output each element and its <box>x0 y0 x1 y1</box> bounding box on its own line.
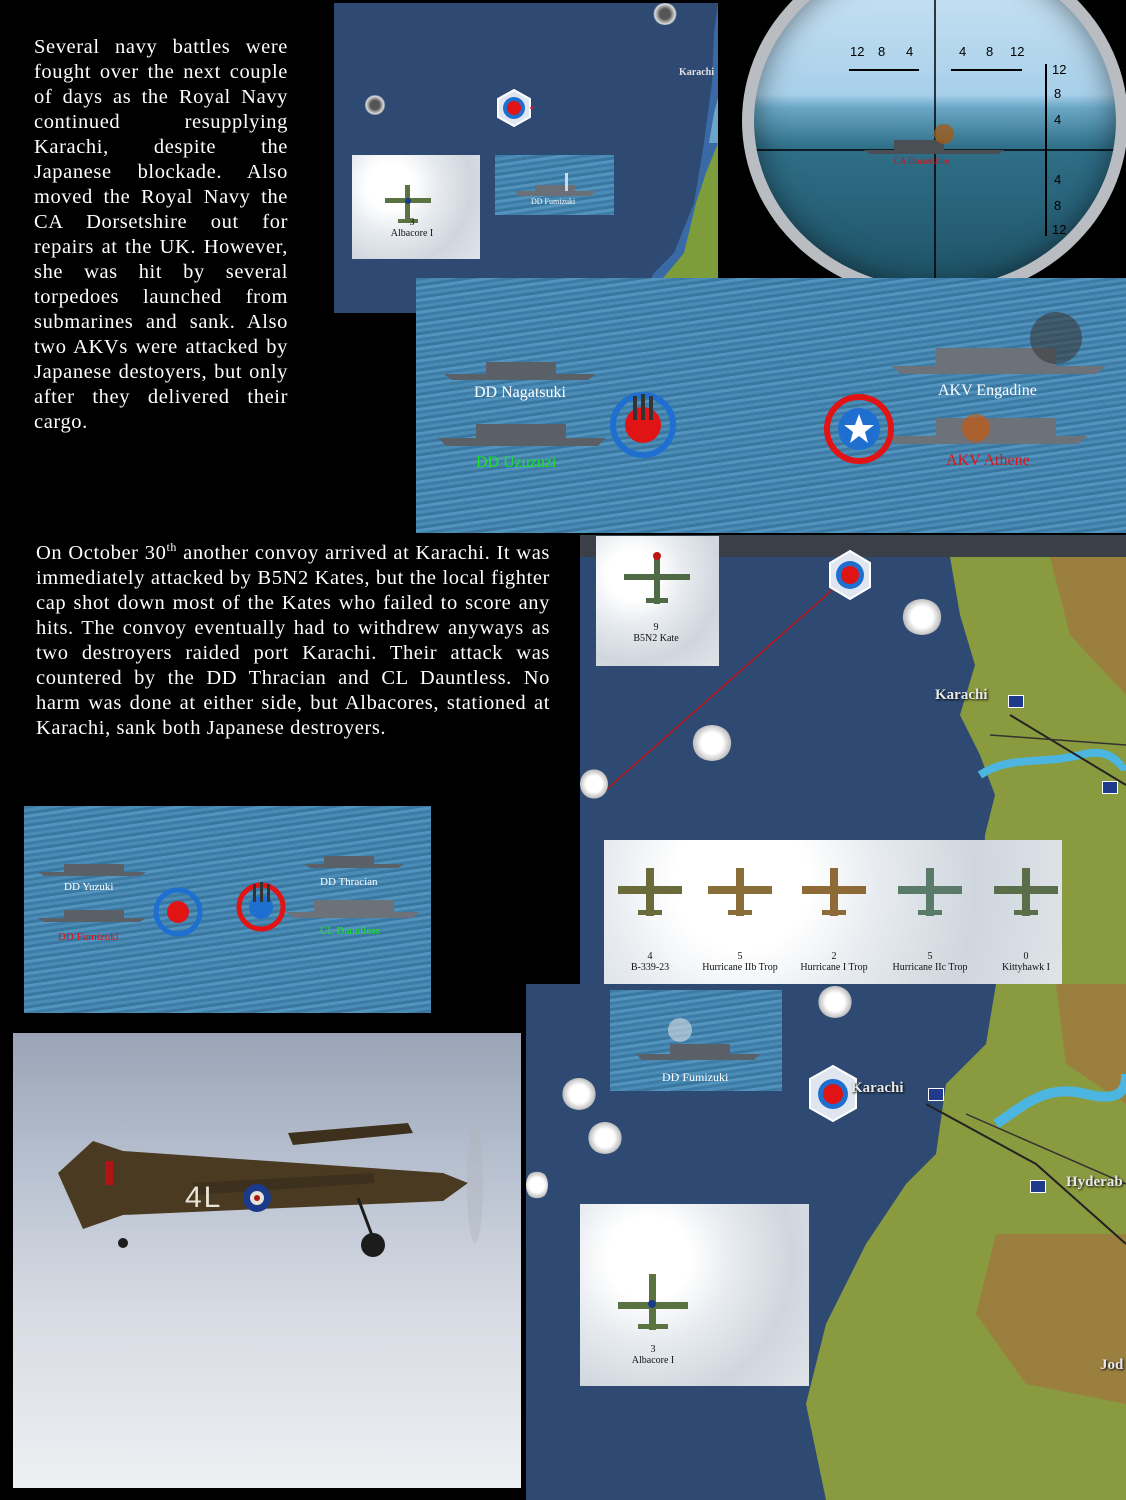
kittyhawk-plane-icon <box>986 862 1066 922</box>
defender-slot <box>794 862 874 982</box>
defender-name: Hurricane I Trop <box>800 962 868 973</box>
defender-name: B-339-23 <box>630 962 670 973</box>
defender-count: 5 <box>927 951 933 962</box>
target-label: CA Dorsetshire <box>894 156 950 166</box>
defender-slot <box>986 862 1066 982</box>
aircraft-card <box>580 1204 809 1386</box>
b339-plane-icon <box>610 862 690 922</box>
unit-hex-marker[interactable] <box>494 88 534 128</box>
japanese-target-marker <box>234 880 288 934</box>
japanese-target-marker <box>608 390 678 460</box>
albacore-plane-icon <box>352 155 480 259</box>
defender-count: 2 <box>831 951 837 962</box>
defender-name: Hurricane IIb Trop <box>702 962 778 973</box>
defender-name: Hurricane IIc Trop <box>892 962 968 973</box>
albacore-photo <box>13 1033 521 1488</box>
fuselage-code: 4L <box>185 1181 223 1214</box>
cloud-icon <box>562 1078 596 1110</box>
karachi-strike-map <box>526 984 1126 1500</box>
ship-label: CL Dauntless <box>320 925 380 937</box>
ship-label: DD Nagatsuki <box>474 384 566 401</box>
paragraph-2-start: On October 30 <box>36 542 167 564</box>
scale-label: 8 <box>878 44 886 59</box>
albacore-aircraft-silhouette <box>13 1033 521 1488</box>
scale-label: 12 <box>1010 44 1025 59</box>
paragraph-2-rest: another convoy arrived at Karachi. It was immediately attacked by B5N2 Kates, but the local fighter cap shot down most of the Kates who failed to score any hits. The convoy eventually had to withdrew anyways as two destroyers raided port Karachi. Their attack was countered by the DD Thracian and CL Dauntless. No harm was done at either side, but Albacores, stationed at Karachi, sank both Japanese destroyers. <box>36 542 550 739</box>
hurricane-iic-plane-icon <box>890 862 970 922</box>
defender-count: 4 <box>647 951 653 962</box>
scale-label: 8 <box>986 44 994 59</box>
defender-count: 0 <box>1023 951 1029 962</box>
target-ship-label: DD Fumizuki <box>662 1070 729 1084</box>
defender-slot <box>610 862 690 982</box>
story-paragraph-2 <box>36 541 550 741</box>
cloud-icon <box>364 95 386 115</box>
story-paragraph-1: Several navy battles were fought over the next couple of days as the Royal Navy continued resupplying Karachi, despite the Japanese blockade. Also moved the Royal Navy the CA Dorsetshire out for repairs at the UK. However, she was hit by several torpedoes launched from submarines and sank. Also two AKVs were attacked by Japanese destoyers, but only after they delivered their cargo. <box>34 36 288 433</box>
ship-card <box>610 990 782 1091</box>
uk-flag-icon <box>1008 695 1024 708</box>
city-label: Karachi <box>679 67 714 78</box>
unit-hex-marker[interactable] <box>826 549 874 601</box>
defender-slot <box>890 862 970 982</box>
scale-label: 4 <box>959 44 967 59</box>
cloud-icon <box>652 3 678 25</box>
aircraft-name: Albacore I <box>390 228 434 239</box>
city-label: Hyderab <box>1066 1174 1123 1190</box>
scale-label: 4 <box>1054 172 1062 187</box>
aircraft-name: Albacore I <box>631 1355 675 1366</box>
ship-card <box>495 155 614 215</box>
ship-silhouette <box>495 155 614 215</box>
allied-target-marker <box>822 392 896 466</box>
cloud-icon <box>818 986 852 1018</box>
attacker-count: 9 <box>653 622 659 633</box>
cloud-icon <box>692 725 732 761</box>
ship-label: AKV Athene <box>946 452 1030 469</box>
scale-label: 8 <box>1054 86 1062 101</box>
uk-flag-icon <box>1030 1180 1046 1193</box>
cloud-icon <box>902 599 942 635</box>
uk-flag-icon <box>1102 781 1118 794</box>
city-label: Karachi <box>935 687 988 703</box>
attacker-card <box>596 536 719 666</box>
allied-target-marker <box>152 886 204 938</box>
attacker-name: B5N2 Kate <box>633 633 679 644</box>
karachi-air-map <box>580 535 1126 985</box>
scale-label: 8 <box>1054 198 1062 213</box>
kate-plane-icon <box>596 536 719 666</box>
aircraft-count: 3 <box>650 1344 656 1355</box>
ship-label: AKV Engadine <box>938 382 1037 399</box>
uk-flag-icon <box>928 1088 944 1101</box>
battle-2-ships <box>24 806 431 1013</box>
cloud-icon <box>588 1122 622 1154</box>
battle-1-ships <box>416 278 1126 533</box>
periscope-view <box>718 0 1126 278</box>
naval-battle-2 <box>24 806 431 1013</box>
target-ship-label: DD Fumizuki <box>531 197 576 206</box>
city-label: Jod <box>1100 1357 1124 1373</box>
scale-label: 4 <box>1054 112 1062 127</box>
hurricane-i-plane-icon <box>794 862 874 922</box>
defender-count: 5 <box>737 951 743 962</box>
aircraft-count: 3 <box>409 217 415 228</box>
ship-label: DD Thracian <box>320 876 378 888</box>
defender-name: Kittyhawk I <box>1001 962 1051 973</box>
aircraft-card <box>352 155 480 259</box>
top-map-panel <box>334 3 718 313</box>
naval-battle-1 <box>416 278 1126 533</box>
albacore-plane-icon <box>580 1204 809 1386</box>
scale-label: 12 <box>850 44 865 59</box>
defender-slot <box>700 862 780 982</box>
periscope-lens <box>742 0 1126 278</box>
hurricane-iib-plane-icon <box>700 862 780 922</box>
scale-label: 4 <box>906 44 914 59</box>
ship-label: DD Yuzuki <box>64 881 114 893</box>
cloud-icon <box>526 1170 548 1200</box>
ship-label: DD Uzuzuzi <box>476 454 557 471</box>
ordinal-suffix: th <box>166 540 177 555</box>
city-label: Karachi <box>851 1080 904 1096</box>
defenders-panel <box>604 840 1062 984</box>
scale-label: 12 <box>1052 222 1067 237</box>
cloud-icon <box>580 769 608 799</box>
ship-label: DD Fumizuki <box>58 931 119 943</box>
scale-label: 12 <box>1052 62 1067 77</box>
